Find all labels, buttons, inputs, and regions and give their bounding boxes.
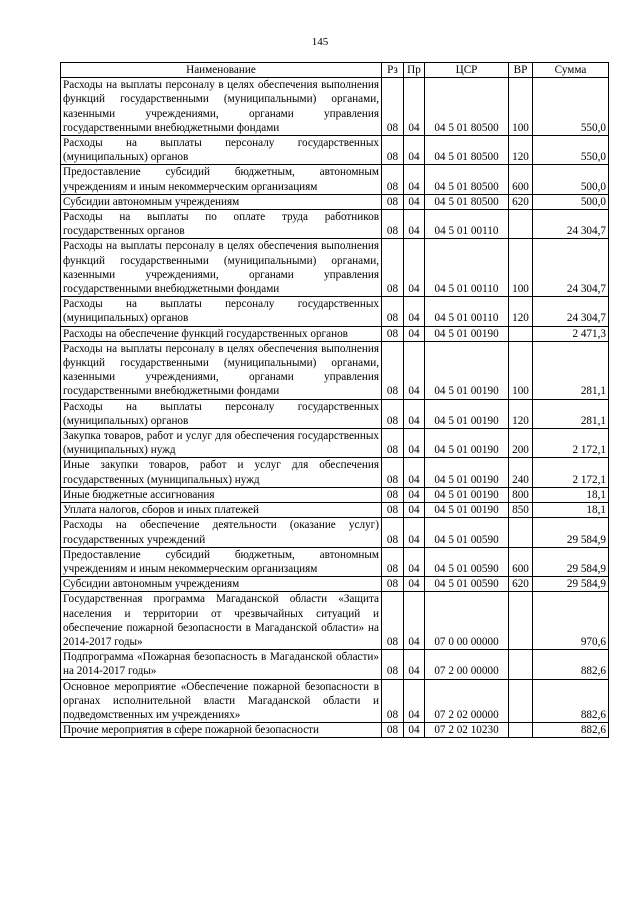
row-name: Расходы на выплаты по оплате труда работников государственных органов bbox=[61, 210, 382, 239]
row-rz: 08 bbox=[382, 503, 404, 518]
row-sum: 24 304,7 bbox=[533, 297, 609, 326]
row-name: Иные бюджетные ассигнования bbox=[61, 487, 382, 502]
row-pr: 04 bbox=[404, 341, 425, 399]
table-row bbox=[61, 210, 609, 239]
row-sum: 500,0 bbox=[533, 165, 609, 194]
row-sum: 2 471,3 bbox=[533, 326, 609, 341]
row-pr: 04 bbox=[404, 165, 425, 194]
table-row bbox=[61, 723, 609, 738]
row-pr: 04 bbox=[404, 429, 425, 458]
row-name: Расходы на выплаты персоналу в целях обеспечения выполнения функций государственными (муниципальными) органами, казенными учреждениями, органами управления государственными внебюджетными фондами bbox=[61, 78, 382, 136]
row-sum: 29 584,9 bbox=[533, 547, 609, 576]
row-sum: 24 304,7 bbox=[533, 210, 609, 239]
row-rz: 08 bbox=[382, 136, 404, 165]
row-pr: 04 bbox=[404, 458, 425, 487]
column-header-rz: Рз bbox=[382, 63, 404, 78]
row-sum: 18,1 bbox=[533, 487, 609, 502]
row-vr: 120 bbox=[509, 399, 533, 428]
row-name: Расходы на выплаты персоналу государственных (муниципальных) органов bbox=[61, 297, 382, 326]
row-csr: 07 2 00 00000 bbox=[425, 650, 509, 679]
row-pr: 04 bbox=[404, 239, 425, 297]
row-pr: 04 bbox=[404, 592, 425, 650]
column-header-csr: ЦСР bbox=[425, 63, 509, 78]
row-sum: 882,6 bbox=[533, 723, 609, 738]
row-rz: 08 bbox=[382, 399, 404, 428]
row-sum: 970,6 bbox=[533, 592, 609, 650]
row-csr: 04 5 01 00190 bbox=[425, 429, 509, 458]
row-sum: 281,1 bbox=[533, 341, 609, 399]
row-rz: 08 bbox=[382, 194, 404, 209]
row-pr: 04 bbox=[404, 503, 425, 518]
row-csr: 07 0 00 00000 bbox=[425, 592, 509, 650]
table-row bbox=[61, 194, 609, 209]
table-row bbox=[61, 503, 609, 518]
row-vr bbox=[509, 650, 533, 679]
row-csr: 04 5 01 80500 bbox=[425, 78, 509, 136]
row-pr: 04 bbox=[404, 487, 425, 502]
row-csr: 04 5 01 00190 bbox=[425, 487, 509, 502]
row-pr: 04 bbox=[404, 297, 425, 326]
row-pr: 04 bbox=[404, 399, 425, 428]
row-rz: 08 bbox=[382, 458, 404, 487]
row-name: Субсидии автономным учреждениям bbox=[61, 577, 382, 592]
column-header-sum: Сумма bbox=[533, 63, 609, 78]
row-name: Государственная программа Магаданской области «Защита населения и территории от чрезвычайных ситуаций и обеспечение пожарной безопасности в Магаданской области» на 2014-2017 годы» bbox=[61, 592, 382, 650]
row-vr: 600 bbox=[509, 547, 533, 576]
column-header-vr: ВР bbox=[509, 63, 533, 78]
row-name: Предоставление субсидий бюджетным, автономным учреждениям и иным некоммерческим организациям bbox=[61, 165, 382, 194]
table-row bbox=[61, 518, 609, 547]
row-csr: 07 2 02 10230 bbox=[425, 723, 509, 738]
row-rz: 08 bbox=[382, 429, 404, 458]
table-row bbox=[61, 165, 609, 194]
row-vr: 100 bbox=[509, 341, 533, 399]
row-vr bbox=[509, 210, 533, 239]
row-csr: 04 5 01 00190 bbox=[425, 341, 509, 399]
row-rz: 08 bbox=[382, 239, 404, 297]
row-name: Предоставление субсидий бюджетным, автономным учреждениям и иным некоммерческим организациям bbox=[61, 547, 382, 576]
row-rz: 08 bbox=[382, 341, 404, 399]
row-vr bbox=[509, 679, 533, 723]
row-pr: 04 bbox=[404, 547, 425, 576]
row-name: Основное мероприятие «Обеспечение пожарной безопасности в органах исполнительной власти Магаданской области и подведомственных им учреждениях» bbox=[61, 679, 382, 723]
row-sum: 550,0 bbox=[533, 78, 609, 136]
row-vr: 100 bbox=[509, 78, 533, 136]
row-csr: 04 5 01 00590 bbox=[425, 547, 509, 576]
table-row bbox=[61, 650, 609, 679]
row-rz: 08 bbox=[382, 723, 404, 738]
row-name: Прочие мероприятия в сфере пожарной безопасности bbox=[61, 723, 382, 738]
column-header-pr: Пр bbox=[404, 63, 425, 78]
row-vr: 620 bbox=[509, 577, 533, 592]
row-csr: 04 5 01 00590 bbox=[425, 577, 509, 592]
row-sum: 2 172,1 bbox=[533, 429, 609, 458]
row-rz: 08 bbox=[382, 297, 404, 326]
row-rz: 08 bbox=[382, 210, 404, 239]
row-vr bbox=[509, 592, 533, 650]
row-csr: 04 5 01 00110 bbox=[425, 297, 509, 326]
row-rz: 08 bbox=[382, 650, 404, 679]
table-row bbox=[61, 592, 609, 650]
row-vr: 120 bbox=[509, 297, 533, 326]
row-csr: 04 5 01 00110 bbox=[425, 239, 509, 297]
row-vr: 850 bbox=[509, 503, 533, 518]
table-row bbox=[61, 429, 609, 458]
row-rz: 08 bbox=[382, 165, 404, 194]
row-name: Расходы на обеспечение деятельности (оказание услуг) государственных учреждений bbox=[61, 518, 382, 547]
table-row bbox=[61, 487, 609, 502]
row-sum: 500,0 bbox=[533, 194, 609, 209]
table-row bbox=[61, 399, 609, 428]
row-pr: 04 bbox=[404, 78, 425, 136]
table-row bbox=[61, 136, 609, 165]
row-vr: 620 bbox=[509, 194, 533, 209]
row-name: Расходы на выплаты персоналу государственных (муниципальных) органов bbox=[61, 399, 382, 428]
row-sum: 882,6 bbox=[533, 679, 609, 723]
row-vr bbox=[509, 723, 533, 738]
row-csr: 04 5 01 00190 bbox=[425, 503, 509, 518]
row-name: Закупка товаров, работ и услуг для обеспечения государственных (муниципальных) нужд bbox=[61, 429, 382, 458]
row-csr: 04 5 01 80500 bbox=[425, 165, 509, 194]
table-row bbox=[61, 577, 609, 592]
row-rz: 08 bbox=[382, 326, 404, 341]
row-name: Подпрограмма «Пожарная безопасность в Магаданской области» на 2014-2017 годы» bbox=[61, 650, 382, 679]
row-csr: 07 2 02 00000 bbox=[425, 679, 509, 723]
row-rz: 08 bbox=[382, 547, 404, 576]
row-pr: 04 bbox=[404, 650, 425, 679]
row-pr: 04 bbox=[404, 518, 425, 547]
row-csr: 04 5 01 80500 bbox=[425, 194, 509, 209]
row-sum: 281,1 bbox=[533, 399, 609, 428]
row-csr: 04 5 01 00110 bbox=[425, 210, 509, 239]
row-rz: 08 bbox=[382, 577, 404, 592]
row-vr bbox=[509, 518, 533, 547]
table-row bbox=[61, 458, 609, 487]
row-name: Расходы на выплаты персоналу в целях обеспечения выполнения функций государственными (муниципальными) органами, казенными учреждениями, органами управления государственными внебюджетными фондами bbox=[61, 239, 382, 297]
row-rz: 08 bbox=[382, 592, 404, 650]
row-rz: 08 bbox=[382, 679, 404, 723]
row-name: Расходы на выплаты персоналу в целях обеспечения выполнения функций государственными (муниципальными) органами, казенными учреждениями, органами управления государственными внебюджетными фондами bbox=[61, 341, 382, 399]
row-rz: 08 bbox=[382, 78, 404, 136]
row-pr: 04 bbox=[404, 577, 425, 592]
row-vr: 800 bbox=[509, 487, 533, 502]
row-csr: 04 5 01 80500 bbox=[425, 136, 509, 165]
table-row bbox=[61, 326, 609, 341]
row-vr bbox=[509, 326, 533, 341]
table-row bbox=[61, 239, 609, 297]
row-vr: 100 bbox=[509, 239, 533, 297]
budget-table bbox=[60, 62, 609, 738]
row-sum: 550,0 bbox=[533, 136, 609, 165]
row-rz: 08 bbox=[382, 487, 404, 502]
row-pr: 04 bbox=[404, 723, 425, 738]
row-name: Расходы на обеспечение функций государственных органов bbox=[61, 326, 382, 341]
row-vr: 120 bbox=[509, 136, 533, 165]
table-header-row bbox=[61, 63, 609, 78]
row-name: Расходы на выплаты персоналу государственных (муниципальных) органов bbox=[61, 136, 382, 165]
row-name: Иные закупки товаров, работ и услуг для обеспечения государственных (муниципальных) нужд bbox=[61, 458, 382, 487]
row-sum: 882,6 bbox=[533, 650, 609, 679]
row-pr: 04 bbox=[404, 679, 425, 723]
table-row bbox=[61, 547, 609, 576]
row-sum: 29 584,9 bbox=[533, 577, 609, 592]
row-sum: 18,1 bbox=[533, 503, 609, 518]
row-name: Уплата налогов, сборов и иных платежей bbox=[61, 503, 382, 518]
column-header-name: Наименование bbox=[61, 63, 382, 78]
table-row bbox=[61, 679, 609, 723]
row-csr: 04 5 01 00190 bbox=[425, 458, 509, 487]
table-row bbox=[61, 341, 609, 399]
row-pr: 04 bbox=[404, 194, 425, 209]
row-rz: 08 bbox=[382, 518, 404, 547]
row-sum: 24 304,7 bbox=[533, 239, 609, 297]
row-name: Субсидии автономным учреждениям bbox=[61, 194, 382, 209]
row-csr: 04 5 01 00190 bbox=[425, 399, 509, 428]
row-pr: 04 bbox=[404, 210, 425, 239]
row-vr: 240 bbox=[509, 458, 533, 487]
row-vr: 600 bbox=[509, 165, 533, 194]
row-csr: 04 5 01 00590 bbox=[425, 518, 509, 547]
table-row bbox=[61, 297, 609, 326]
page-number: 145 bbox=[311, 36, 329, 48]
row-pr: 04 bbox=[404, 136, 425, 165]
table-row bbox=[61, 78, 609, 136]
row-vr: 200 bbox=[509, 429, 533, 458]
row-sum: 2 172,1 bbox=[533, 458, 609, 487]
row-pr: 04 bbox=[404, 326, 425, 341]
row-sum: 29 584,9 bbox=[533, 518, 609, 547]
row-csr: 04 5 01 00190 bbox=[425, 326, 509, 341]
